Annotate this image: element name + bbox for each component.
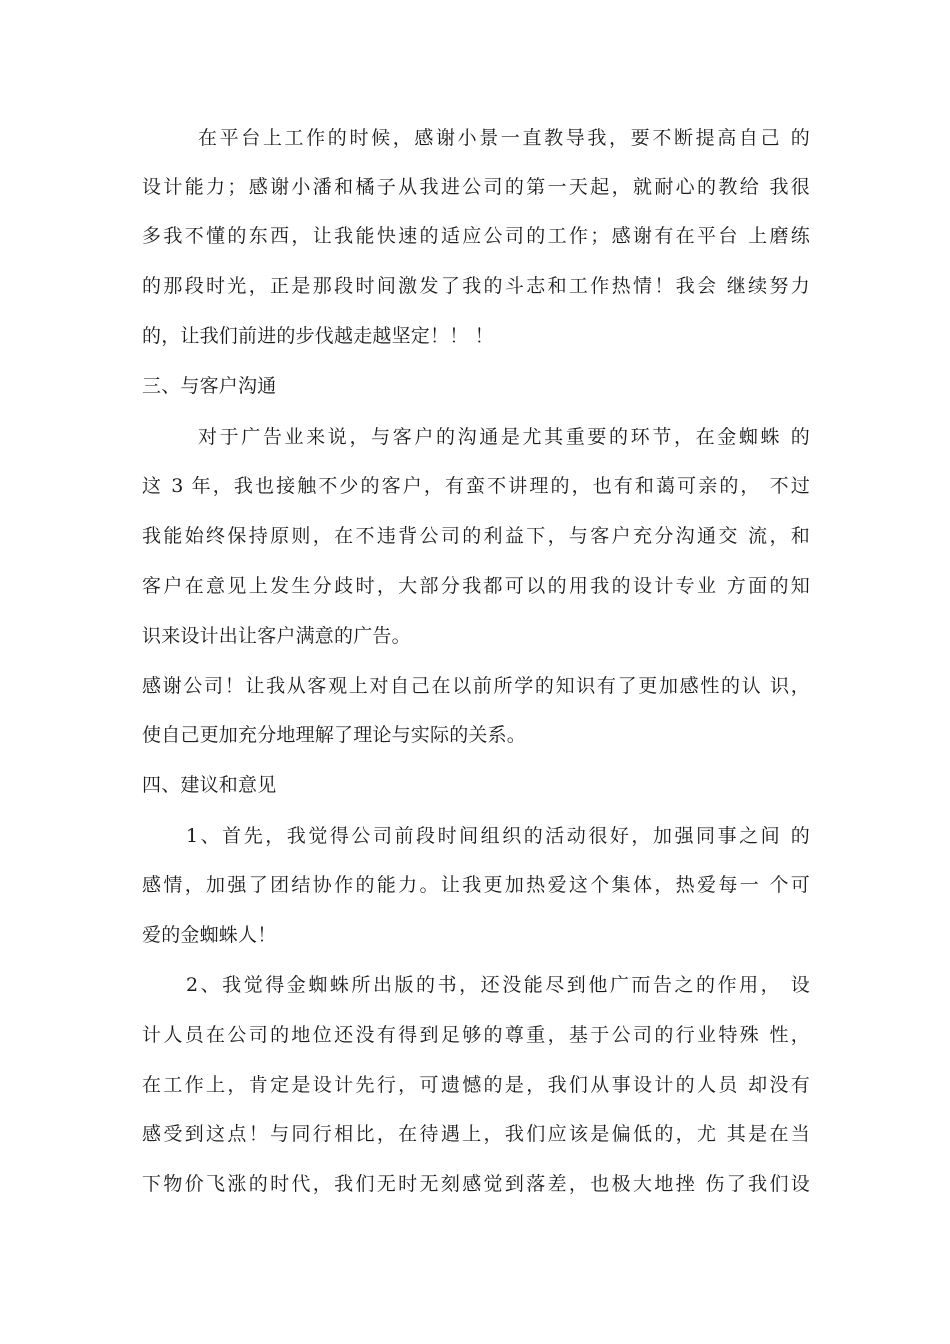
- paragraph-line: 设计能力；感谢小潘和橘子从我进公司的第一天起，就耐心的教给 我很: [142, 176, 810, 198]
- paragraph-line: 我能始终保持原则，在不违背公司的利益下，与客户充分沟通交 流，和: [142, 525, 810, 547]
- list-item-line: 感受到这点！与同行相比，在待遇上，我们应该是偏低的，尤 其是在当: [142, 1123, 810, 1145]
- paragraph-line: 多我不懂的东西，让我能快速的适应公司的工作；感谢有在平台 上磨练: [142, 225, 810, 247]
- list-item-line: 下物价飞涨的时代，我们无时无刻感觉到落差，也极大地挫 伤了我们设: [142, 1173, 810, 1195]
- paragraph-line: 在平台上工作的时候，感谢小景一直教导我，要不断提高自己 的: [198, 127, 810, 149]
- paragraph-line: 这 3 年，我也接触不少的客户，有蛮不讲理的，也有和蔼可亲的， 不过: [142, 475, 810, 497]
- list-item-line: 2、我觉得金蜘蛛所出版的书，还没能尽到他广而告之的作用， 设: [186, 974, 810, 996]
- paragraph-line: 的，让我们前进的步伐越走越坚定！！ ！: [142, 325, 494, 347]
- list-item-line: 爱的金蜘蛛人！: [142, 924, 277, 946]
- section-heading: 四、建议和意见: [142, 774, 277, 796]
- list-item-line: 计人员在公司的地位还没有得到足够的尊重，基于公司的行业特殊 性，: [142, 1024, 810, 1046]
- paragraph-line: 感谢公司！让我从客观上对自己在以前所学的知识有了更加感性的认 识，: [142, 675, 810, 697]
- paragraph-line: 识来设计出让客户满意的广告。: [142, 625, 411, 647]
- paragraph-line: 的那段时光，正是那段时间激发了我的斗志和工作热情！我会 继续努力: [142, 275, 810, 297]
- list-item-line: 1、首先，我觉得公司前段时间组织的活动很好，加强同事之间 的: [186, 825, 810, 847]
- list-item-line: 在工作上，肯定是设计先行，可遗憾的是，我们从事设计的人员 却没有: [142, 1074, 810, 1096]
- paragraph-line: 使自己更加充分地理解了理论与实际的关系。: [142, 724, 527, 746]
- paragraph-line: 客户在意见上发生分歧时，大部分我都可以的用我的设计专业 方面的知: [142, 575, 810, 597]
- paragraph-line: 对于广告业来说，与客户的沟通是尤其重要的环节，在金蜘蛛 的: [198, 426, 810, 448]
- list-item-line: 感情，加强了团结协作的能力。让我更加热爱这个集体，热爱每一 个可: [142, 874, 810, 896]
- section-heading: 三、与客户沟通: [142, 375, 277, 397]
